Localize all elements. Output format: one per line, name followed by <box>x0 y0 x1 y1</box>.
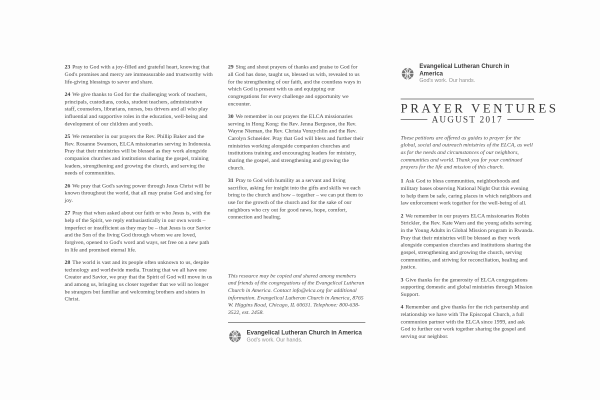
paragraph-number: 23 <box>64 64 71 71</box>
paragraph-number: 31 <box>228 177 234 184</box>
paragraph-number: 30 <box>228 113 234 120</box>
left-column-2 <box>228 63 364 226</box>
paragraph-text: We remember in our prayers ELCA missionaries Robin Strickler, the Rev. Kate Warn and the young adults serving in the Young Adults in Global Mission program in Rwanda. Pray that their ministries will be blessed as they work alongside companion churches and institutions sharing the gospel, strengthening and growing the church, serving communities, and striving for reconciliation, healing and justice. <box>400 212 534 271</box>
paragraph-number: 25 <box>64 133 71 140</box>
right-page <box>400 62 559 346</box>
logo-text <box>419 63 534 84</box>
paragraph-text: Sing and shout prayers of thanks and praise to God for all God has done, taught us, blessed us with, revealed to us for the strengthening of our faith, and the countless ways in which God is present with us and equipping our congregations for every challenge and opportunity we encounter. <box>228 64 361 107</box>
paragraph-number: 28 <box>64 259 71 266</box>
paragraph-number: 27 <box>64 210 71 217</box>
footer-divider <box>228 322 365 323</box>
prayer-paragraph-29 <box>228 63 364 107</box>
prayer-paragraph-27 <box>65 209 214 253</box>
prayer-paragraph-24 <box>65 91 214 128</box>
intro-paragraph: These petitions are offered as guides to prayer for the global, social and outreach ministries of the ELCA, as well as for the needs and circumstances of our neighbors, communities and world. Thank you for your continued prayers for the life and mission of this church. <box>400 134 533 171</box>
paragraph-text: We give thanks to God for the challenging work of teachers, principals, custodians, cooks, student teachers, administrative staff, counselors, librarians, nurses, bus drivers and all who play influential and supportive roles in the education, well-being and development of our children and youth. <box>64 91 209 127</box>
prayer-paragraph-30 <box>228 113 364 172</box>
paragraph-number: 2 <box>400 212 404 219</box>
prayer-paragraph-2 <box>401 212 534 271</box>
subtitle-right-rule <box>508 119 534 120</box>
prayer-paragraph-28 <box>65 259 214 303</box>
logo-text <box>247 329 362 343</box>
paragraph-text: We remember in our prayers the ELCA missionaries serving in Hong Kong: the Rev. Jenna Bergeson, the Rev. Wayne Nieman, the Rev. Christa Vonzychlin and the Rev. Carolyn Schneider. Pray that God will bless and further their ministries working alongside companion churches and institutions training and encouraging leaders for ministry, sharing the gospel, and strengthening and growing the church. <box>228 113 364 171</box>
newsletter-title: PRAYER VENTURES <box>400 102 559 117</box>
prayer-paragraph-25 <box>65 133 214 177</box>
paragraph-text: Give thanks for the generosity of ELCA congregations supporting domestic and global ministries through Mission Support. <box>400 276 533 298</box>
paragraph-number: 29 <box>228 64 234 71</box>
elca-logo-block <box>228 329 365 343</box>
paragraph-number: 3 <box>400 276 404 283</box>
subtitle-left-rule <box>401 119 427 120</box>
paragraph-text: We remember in our prayers the Rev. Phillip Baker and the Rev. Rosanne Swanson, ELCA missionaries serving in Indonesia. Pray that their ministries will be blessed as they work alongside companion churches and institutions sharing the gospel, training leaders, strengthening and growing the church, and serving the needs of communities. <box>64 133 212 177</box>
paragraph-text: Pray to God with humility as a servant and living sacrifice, asking for insight into the gifts and skills we each bring to the church and how – together – we can put them to use for the growth of the church and for the sake of our neighbors who cry out for good news, hope, comfort, connection and healing. <box>228 177 363 221</box>
paragraph-text: We pray that God's saving power through Jesus Christ will be known throughout the world, that all may praise God and sing for joy. <box>64 182 212 204</box>
paragraph-number: 4 <box>400 304 404 311</box>
paragraph-number: 24 <box>64 91 71 98</box>
paragraph-text: Ask God to bless communities, neighborhoods and military bases observing National Night Out this evening to help them be safe, caring places in which neighbors and law enforcement work together for the well-being of all. <box>400 178 532 207</box>
left-page-footer <box>228 272 365 343</box>
prayer-paragraph-26 <box>65 182 214 204</box>
paragraph-number: 26 <box>64 182 71 189</box>
left-column-1 <box>65 63 214 308</box>
issue-date-row <box>401 116 534 123</box>
copyright-notice: This resource may be copied and shared among members and friends of the congregations of the Evangelical Lutheran Church in America. Contact info@elca.org for additional information. Evangelical Lutheran Church in America, 8765 W. Higgins Road, Chicago, IL 60631. Telephone: 800-638-3522, ext. 2458. <box>228 272 365 316</box>
prayer-paragraph-1 <box>401 177 534 206</box>
org-tagline: God's work. Our hands. <box>246 336 303 343</box>
elca-globe-logo-icon <box>401 66 415 80</box>
org-tagline: God's work. Our hands. <box>419 77 476 84</box>
org-name: Evangelical Lutheran Church in America <box>419 62 510 77</box>
org-name: Evangelical Lutheran Church in America <box>246 329 362 337</box>
prayer-paragraph-4 <box>401 303 534 340</box>
prayer-paragraph-31 <box>228 177 364 221</box>
elca-logo-block-header <box>401 63 534 84</box>
paragraph-text: Remember and give thanks for the rich partnership and relationship we have with The Episcopal Church, a full communion partner with the ELCA since 1999, and ask God to further our work together sharing the gospel and serving our neighbor. <box>400 304 529 340</box>
elca-globe-logo-icon <box>228 329 242 343</box>
paragraph-number: 1 <box>400 178 404 185</box>
paragraph-text: The world is vast and its people often unknown to us, despite technology and worldwide media. Trusting that we all have one Creator and Savior, we pray that the Spirit of God will move in us and among us, bringing us closer together that we will no longer be strangers but familiar and welcoming brothers and sisters in Christ. <box>64 259 213 303</box>
masthead-divider <box>401 99 534 100</box>
prayer-paragraph-3 <box>401 276 534 298</box>
paragraph-text: Pray to God with a joy-filled and grateful heart, knowing that God's promises and mercy are immeasurable and trustworthy with life-giving blessings to savor and share. <box>64 64 213 85</box>
issue-date: AUGUST 2017 <box>431 114 503 125</box>
prayer-paragraph-23 <box>65 63 214 85</box>
paragraph-text: Pray that when asked about our faith or who Jesus is, with the help of the Spirit, we reply enthusiastically in our own words – imperfect or insufficient as they may be – that Jesus is our Savior and the Son of the living God through whom we are loved, forgiven, opened to God's word and ways, set free on a new path in life and promised eternal life. <box>64 210 211 253</box>
